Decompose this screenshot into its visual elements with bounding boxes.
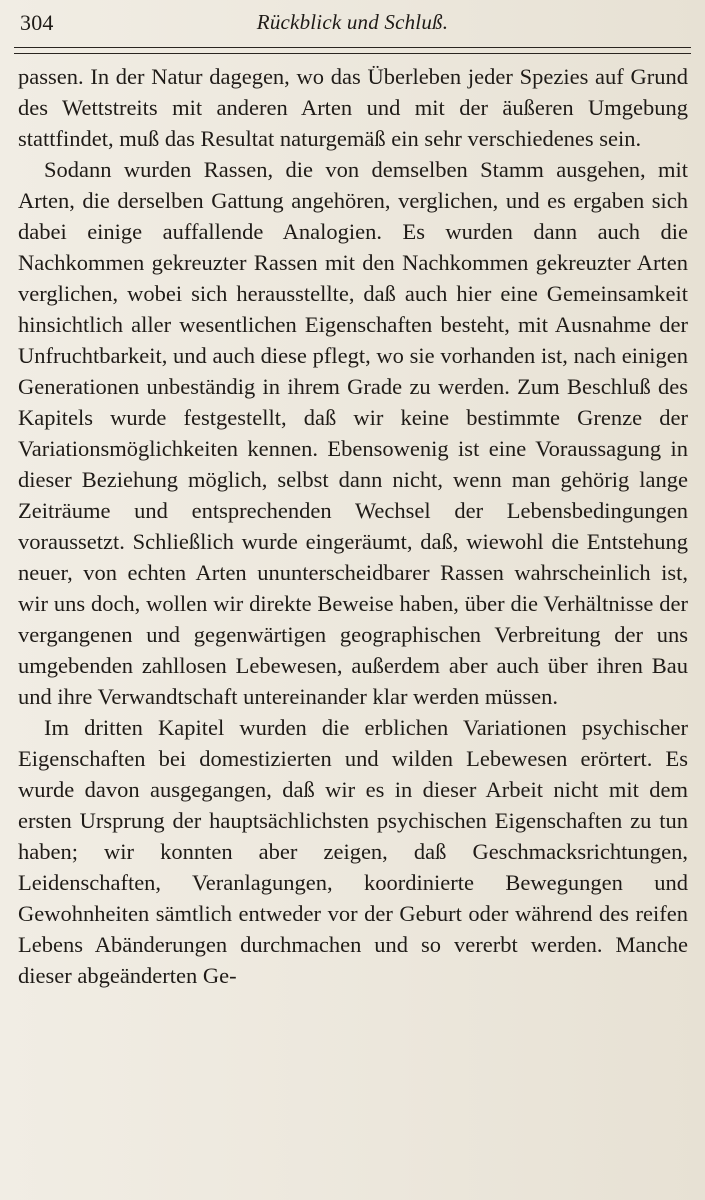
header-rule-top bbox=[14, 47, 691, 48]
header-rule-bottom bbox=[14, 53, 691, 54]
paragraph-2: Sodann wurden Rassen, die von demselben Stamm ausgehen, mit Arten, die derselben Gattung angehören, verglichen, und es ergaben sich dabei einige auffallende Analogien. Es wurden dann auch die Nachkommen gekreuzter Rassen mit den Nachkommen gekreuzter Arten verglichen, wobei sich herausstellte, daß auch hier eine Gemeinsamkeit hinsichtlich aller wesentlichen Eigenschaften besteht, mit Ausnahme der Unfruchtbarkeit, und auch diese pflegt, wo sie vorhanden ist, nach einigen Generationen unbeständig in ihrem Grade zu werden. Zum Beschluß des Kapitels wurde festgestellt, daß wir keine bestimmte Grenze der Variationsmöglichkeiten kennen. Ebensowenig ist eine Voraussagung in dieser Beziehung möglich, selbst dann nicht, wenn man gehörig lange Zeiträume und entsprechenden Wechsel der Lebensbedingungen voraussetzt. Schließlich wurde eingeräumt, daß, wiewohl die Entstehung neuer, von echten Arten ununterscheidbarer Rassen wahrscheinlich ist, wir uns doch, wollen wir direkte Beweise haben, über die Verhältnisse der vergangenen und gegenwärtigen geographischen Verbreitung der uns umgebenden zahllosen Lebewesen, außerdem aber auch über ihren Bau und ihre Verwandtschaft untereinander klar werden müssen. bbox=[18, 157, 688, 709]
page-number: 304 bbox=[20, 10, 54, 35]
page-header bbox=[14, 10, 691, 44]
running-title: Rückblick und Schluß. bbox=[256, 10, 449, 34]
page-body bbox=[18, 61, 688, 991]
paragraph-1: passen. In der Natur dagegen, wo das Überleben jeder Spezies auf Grund des Wettstreits mit anderen Arten und mit der äußeren Umgebung stattfindet, muß das Resultat naturgemäß ein sehr verschiedenes sein. bbox=[18, 64, 688, 151]
paragraph-3: Im dritten Kapitel wurden die erblichen Variationen psychischer Eigenschaften bei domestizierten und wilden Lebewesen erörtert. Es wurde davon ausgegangen, daß wir es in dieser Arbeit nicht mit dem ersten Ursprung der hauptsächlichsten psychischen Eigenschaften zu tun haben; wir konnten aber zeigen, daß Geschmacksrichtungen, Leidenschaften, Veranlagungen, koordinierte Bewegungen und Gewohnheiten sämtlich entweder vor der Geburt oder während des reifen Lebens Abänderungen durchmachen und so vererbt werden. Manche dieser abgeänderten Ge- bbox=[18, 715, 688, 988]
